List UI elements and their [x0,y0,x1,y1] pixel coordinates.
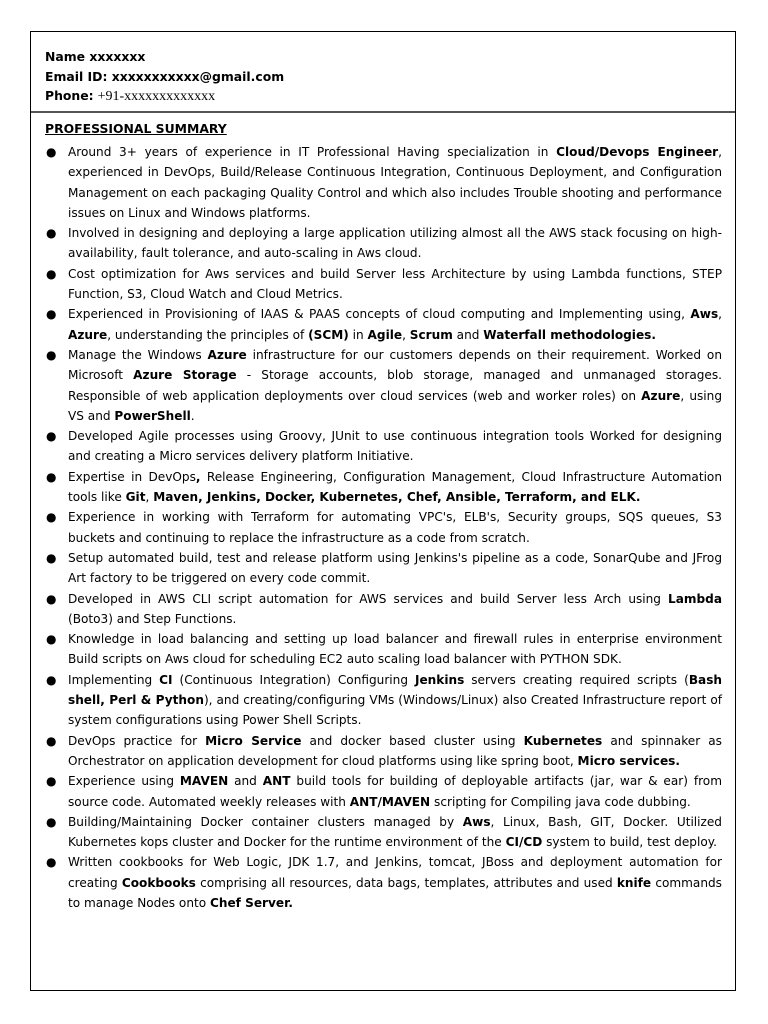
bullet-text-run: infrastructure for our customers depends on their requirement. Worked on Microsoft [68,347,722,383]
summary-bullet [45,426,722,467]
bullet-text [68,551,722,585]
bullet-text-bold: Kubernetes [523,733,603,748]
bullet-text-bold: Azure [207,347,247,362]
bullet-icon: ● [46,672,57,687]
bullet-text-bold: Bash shell, Perl & Python [68,672,722,708]
bullet-text-run: Developed Agile processes using Groovy, JUnit to use continuous integration tools Worked for designing and creating a Micro services delivery platform Initiative. [68,429,722,464]
bullet-text-bold: Lambda [668,591,722,606]
bullet-text-run: Knowledge in load balancing and setting up load balancer and firewall rules in enterprise environment Build scripts on Aws cloud for scheduling EC2 auto scaling load balancer with PYTHON SDK. [68,632,722,667]
summary-bullet [45,467,722,508]
bullet-text-bold: Azure [641,388,681,403]
bullet-text-run: Experience using [68,774,180,789]
bullet-text-run: Expertise in DevOps [68,469,196,484]
bullet-icon: ● [46,510,57,525]
bullet-text-run: (Boto3) and Step Functions. [68,611,237,626]
bullet-text-run: servers creating required scripts ( [464,672,689,687]
bullet-text [68,470,722,504]
bullet-text-run: Manage the Windows [68,347,208,362]
summary-bullet [45,852,722,913]
professional-summary-list [45,142,722,913]
bullet-text-bold: CI [159,672,173,687]
bullet-text-run: , Linux, Bash, GIT, Docker. Utilized Kubernetes kops cluster and Docker for the runtime environment of the [68,814,722,850]
summary-bullet [45,548,722,589]
bullet-text-run: , using VS and [68,388,722,423]
bullet-icon: ● [46,145,57,159]
phone-line [45,86,284,107]
bullet-text [68,267,722,301]
bullet-text-run: Cost optimization for Aws services and build Server less Architecture by using Lambda functions, STEP Function, S3, Cloud Watch and Cloud Metrics. [68,266,722,302]
bullet-text-run: scripting for Compiling java code dubbing. [430,794,691,809]
bullet-text-run: build tools for building of deployable artifacts (jar, war & ear) from source code. Automated weekly releases with [68,774,722,809]
bullet-text-bold: Agile [367,327,403,342]
bullet-text-bold: , [195,469,201,484]
bullet-text-run: commands to manage Nodes onto [68,875,722,910]
bullet-text-run: , [718,307,722,322]
summary-bullet [45,223,722,264]
section-heading-professional-summary: PROFESSIONAL SUMMARY [45,121,227,136]
summary-bullet [45,507,722,548]
bullet-text-bold: Waterfall methodologies. [483,327,656,342]
bullet-text-run: Building/Maintaining Docker container clusters managed by [68,814,463,829]
bullet-text [68,673,722,728]
bullet-text [68,307,722,341]
bullet-text [68,429,722,463]
bullet-icon: ● [46,814,57,829]
candidate-name: Name xxxxxxx [45,49,146,64]
bullet-text-run: comprising all resources, data bags, templates, attributes and used [195,875,617,890]
bullet-text-run: system to build, test deploy. [542,835,718,850]
bullet-text-run: (Continuous Integration) Configuring [172,672,415,687]
bullet-text-run: Involved in designing and deploying a large application utilizing almost all the AWS stack focusing on high-availability, fault tolerance, and auto-scaling in Aws cloud. [68,226,722,261]
bullet-text-bold: CI/CD [505,835,543,850]
bullet-icon: ● [46,774,57,789]
bullet-text-bold: Scrum [409,327,453,342]
bullet-text-bold: Aws [462,814,491,829]
bullet-text-bold: Chef Server. [209,895,293,910]
bullet-text-bold: Git [125,490,146,505]
bullet-text-bold: Aws [690,307,719,322]
bullet-icon: ● [46,347,57,362]
bullet-text [68,774,722,808]
bullet-text-bold: ANT/MAVEN [349,794,431,809]
summary-bullet [45,731,722,772]
summary-bullet [45,629,722,670]
phone-label: Phone: [45,88,94,103]
bullet-text-bold: Jenkins [414,672,465,687]
bullet-text [68,592,722,626]
contact-block [45,47,284,107]
bullet-text-bold: MAVEN [179,774,229,789]
email-line: Email ID: xxxxxxxxxxx@gmail.com [45,68,285,84]
bullet-icon: ● [46,591,57,606]
bullet-icon: ● [46,632,57,647]
bullet-text [68,815,722,849]
bullet-text-run: Release Engineering, Configuration Management, Cloud Infrastructure Automation tools like [68,469,722,505]
bullet-text [68,510,722,544]
bullet-text-run: Implementing [68,672,160,687]
bullet-text-run: , [145,490,154,505]
bullet-text-bold: Cookbooks [121,875,196,890]
bullet-text-bold: Azure Storage [133,368,237,383]
summary-bullet [45,345,722,426]
bullet-text-bold: Azure [68,327,108,342]
bullet-text-run: , experienced in DevOps, Build/Release Continuous Integration, Continuous Deployment, and Configuration Management on each packaging Quality Control and which also includes Trouble shooting and performance issues on Linux and Windows platforms. [68,145,722,220]
bullet-text-run: , understanding the principles of [107,327,309,342]
bullet-text-run: DevOps practice for [68,733,206,748]
bullet-text-bold: knife [616,875,652,890]
bullet-text-run: and spinnaker as Orchestrator on application development for cloud platforms using like spring boot, [68,733,722,768]
bullet-text [68,855,722,910]
bullet-text [68,632,722,666]
bullet-text-run: in [348,327,368,342]
bullet-icon: ● [46,226,57,241]
bullet-text-bold: Micro services. [577,753,680,768]
bullet-text-bold: PowerShell [114,408,191,423]
bullet-icon: ● [46,429,57,444]
bullet-text-run: , [402,327,410,342]
bullet-text-run: - Storage accounts, blob storage, managed and unmanaged storages. Responsible of web application deployments over cloud services (web and worker roles) on [68,368,723,403]
summary-bullet [45,304,722,345]
bullet-text-bold: ANT [262,774,291,789]
bullet-text-bold: Cloud/Devops Engineer [556,145,719,159]
bullet-text [68,348,722,423]
bullet-text-run: ), and creating/configuring VMs (Windows/Linux) also Created Infrastructure report of system configurations using Power Shell Scripts. [68,693,722,728]
resume-page [30,31,736,991]
bullet-text-run: Written cookbooks for Web Logic, JDK 1.7, and Jenkins, tomcat, JBoss and deployment automation for creating [68,855,722,890]
bullet-text-run: . [190,408,195,423]
bullet-text-run: and [228,774,263,789]
bullet-text-run: Developed in AWS CLI script automation for AWS services and build Server less Arch using [68,591,669,606]
summary-bullet [45,670,722,731]
summary-bullet [45,264,722,305]
bullet-icon: ● [46,469,57,484]
summary-bullet [45,812,722,853]
summary-bullet [45,142,722,223]
summary-bullet [45,771,722,812]
bullet-text-run: and [452,327,484,342]
bullet-text-run: Experienced in Provisioning of IAAS & PAAS concepts of cloud computing and Implementing using, [68,307,691,322]
summary-bullet [45,589,722,630]
bullet-text-run: Experience in working with Terraform for automating VPC's, ELB's, Security groups, SQS queues, S3 buckets and continuing to replace the infrastructure as a code from scratch. [68,510,722,545]
bullet-text-bold: Micro Service [205,733,302,748]
bullet-text [68,226,722,260]
bullet-icon: ● [46,855,57,870]
bullet-icon: ● [46,266,57,281]
bullet-text-run: Setup automated build, test and release platform using Jenkins's pipeline as a code, SonarQube and JFrog Art factory to be triggered on every code commit. [68,550,722,586]
bullet-text [68,734,722,768]
bullet-text-run: Around 3+ years of experience in IT Professional Having specialization in [68,145,557,159]
bullet-text-bold: (SCM) [308,327,349,342]
bullet-text-bold: Maven, Jenkins, Docker, Kubernetes, Chef, Ansible, Terraform, and ELK. [153,490,641,505]
phone-number: +91-xxxxxxxxxxxxx [97,89,216,104]
bullet-icon: ● [46,307,57,322]
bullet-icon: ● [46,733,57,748]
header-divider [31,111,735,113]
bullet-text-run: and docker based cluster using [301,733,524,748]
bullet-icon: ● [46,550,57,565]
bullet-text [68,145,722,220]
